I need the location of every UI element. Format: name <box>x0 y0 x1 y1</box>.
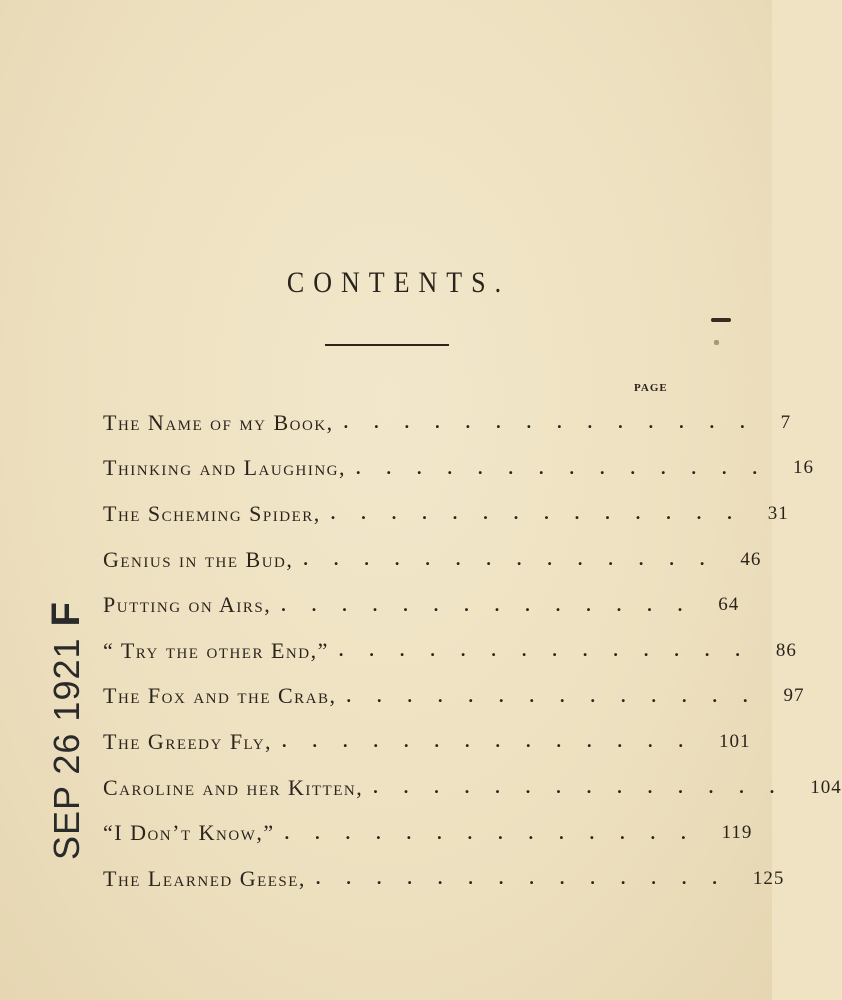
toc-entry-page: 101 <box>719 730 751 752</box>
toc-entry <box>103 674 805 720</box>
dot-leader: .............. <box>282 731 710 752</box>
toc-entry <box>103 765 842 811</box>
toc-entry-page: 119 <box>721 822 753 844</box>
toc-entry-title: Genius in the Bud, <box>103 546 294 572</box>
toc-entry-page: 64 <box>718 594 740 616</box>
toc-entry-title: The Fox and the Crab, <box>103 683 337 709</box>
stamp-date: SEP 26 1921 <box>46 637 87 860</box>
toc-entry <box>103 856 785 902</box>
toc-entry <box>103 400 792 446</box>
toc-entry-title: “ Try the other End,” <box>103 637 329 663</box>
toc-entry <box>103 719 751 765</box>
toc-entry-page: 104 <box>810 776 842 798</box>
toc-entry <box>103 537 762 583</box>
dot-leader: .............. <box>281 594 709 615</box>
dot-leader: .............. <box>315 868 743 889</box>
toc-entry-page: 16 <box>793 457 815 479</box>
ink-speck <box>714 340 719 345</box>
table-of-contents <box>103 400 842 902</box>
toc-entry-title: Thinking and Laughing, <box>103 455 347 481</box>
dot-leader: .............. <box>343 412 771 433</box>
toc-entry-page: 46 <box>740 548 762 570</box>
toc-entry-page: 125 <box>752 867 785 889</box>
page-column-label: PAGE <box>634 382 668 394</box>
ink-speck <box>711 318 731 322</box>
toc-entry-page: 97 <box>783 685 805 707</box>
toc-entry <box>103 810 753 856</box>
toc-entry-title: Caroline and her Kitten, <box>103 774 364 800</box>
dot-leader: .............. <box>346 685 774 706</box>
toc-entry <box>103 582 740 628</box>
heading-rule <box>325 344 449 346</box>
toc-entry-title: The Scheming Spider, <box>103 500 321 526</box>
toc-entry-title: “I Don’t Know,” <box>103 820 275 846</box>
toc-entry-title: The Name of my Book, <box>103 409 334 435</box>
dot-leader: .............. <box>284 822 712 843</box>
dot-leader: .............. <box>373 777 801 798</box>
toc-entry-page: 7 <box>780 411 792 433</box>
contents-heading: CONTENTS. <box>286 265 511 300</box>
dot-leader: .............. <box>303 549 731 570</box>
toc-entry <box>103 491 789 537</box>
toc-entry <box>103 446 815 492</box>
dot-leader: .............. <box>356 457 784 478</box>
toc-entry-page: 31 <box>767 502 789 524</box>
date-stamp <box>44 601 89 860</box>
toc-entry <box>103 628 797 674</box>
dot-leader: .............. <box>330 503 758 524</box>
toc-entry-title: The Greedy Fly, <box>103 728 273 754</box>
dot-leader: .............. <box>338 640 766 661</box>
toc-entry-title: The Learned Geese, <box>103 865 306 891</box>
toc-entry-title: Putting on Airs, <box>103 592 272 618</box>
toc-entry-page: 86 <box>775 639 797 661</box>
stamp-mark: F <box>44 601 88 627</box>
